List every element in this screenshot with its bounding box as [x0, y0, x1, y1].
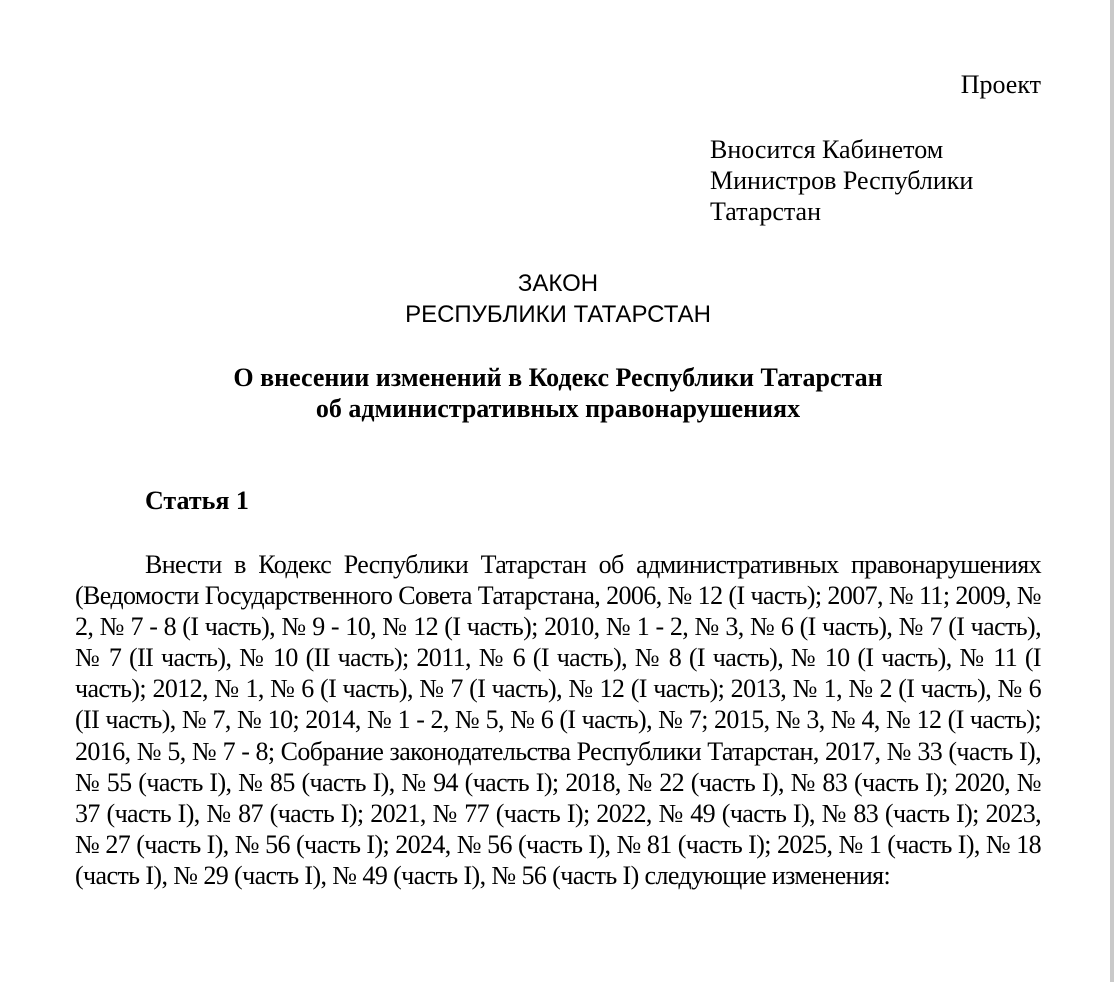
law-title — [75, 362, 1041, 424]
submitter-line: Татарстан — [710, 197, 821, 226]
law-heading — [75, 268, 1041, 330]
page-edge — [1110, 0, 1114, 982]
submitter-line: Министров Республики — [710, 166, 974, 195]
law-title-line: О внесении изменений в Кодекс Республики Татарстан — [233, 363, 883, 392]
law-heading-line: ЗАКОН — [517, 270, 599, 297]
law-title-line: об административных правонарушениях — [315, 394, 801, 423]
law-heading-line: РЕСПУБЛИКИ ТАТАРСТАН — [405, 301, 711, 328]
article-heading: Статья 1 — [145, 486, 249, 515]
submitter-line: Вносится Кабинетом — [710, 135, 944, 164]
submitter-block — [710, 134, 973, 227]
article-body-paragraph: Внести в Кодекс Республики Татарстан об административных правонарушениях (Ведомости Государственного Совета Татарстана, 2006, № 12 (I часть); 2007, № 11; 2009, № 2, № 7 - 8 (I часть), № 9 - 10, № 12 (I часть); 2010, № 1 - 2, № 3, № 6 (I часть), № 7 (I часть), № 7 (II часть), № 10 (II часть); 2011, № 6 (I часть), № 8 (I часть), № 10 (I часть), № 11 (I часть); 2012, № 1, № 6 (I часть), № 7 (I часть), № 12 (I часть); 2013, № 1, № 2 (I часть), № 6 (II часть), № 7, № 10; 2014, № 1 - 2, № 5, № 6 (I часть), № 7; 2015, № 3, № 4, № 12 (I часть); 2016, № 5, № 7 - 8; Собрание законодательства Республики Татарстан, 2017, № 33 (часть I), № 55 (часть I), № 85 (часть I), № 94 (часть I); 2018, № 22 (часть I), № 83 (часть I); 2020, № 37 (часть I), № 87 (часть I); 2021, № 77 (часть I); 2022, № 49 (часть I), № 83 (часть I); 2023, № 27 (часть I), № 56 (часть I); 2024, № 56 (часть I), № 81 (часть I); 2025, № 1 (часть I), № 18 (часть I), № 29 (часть I), № 49 (часть I), № 56 (часть I) следующие изменения: — [75, 550, 1041, 890]
draft-label: Проект — [960, 70, 1041, 99]
